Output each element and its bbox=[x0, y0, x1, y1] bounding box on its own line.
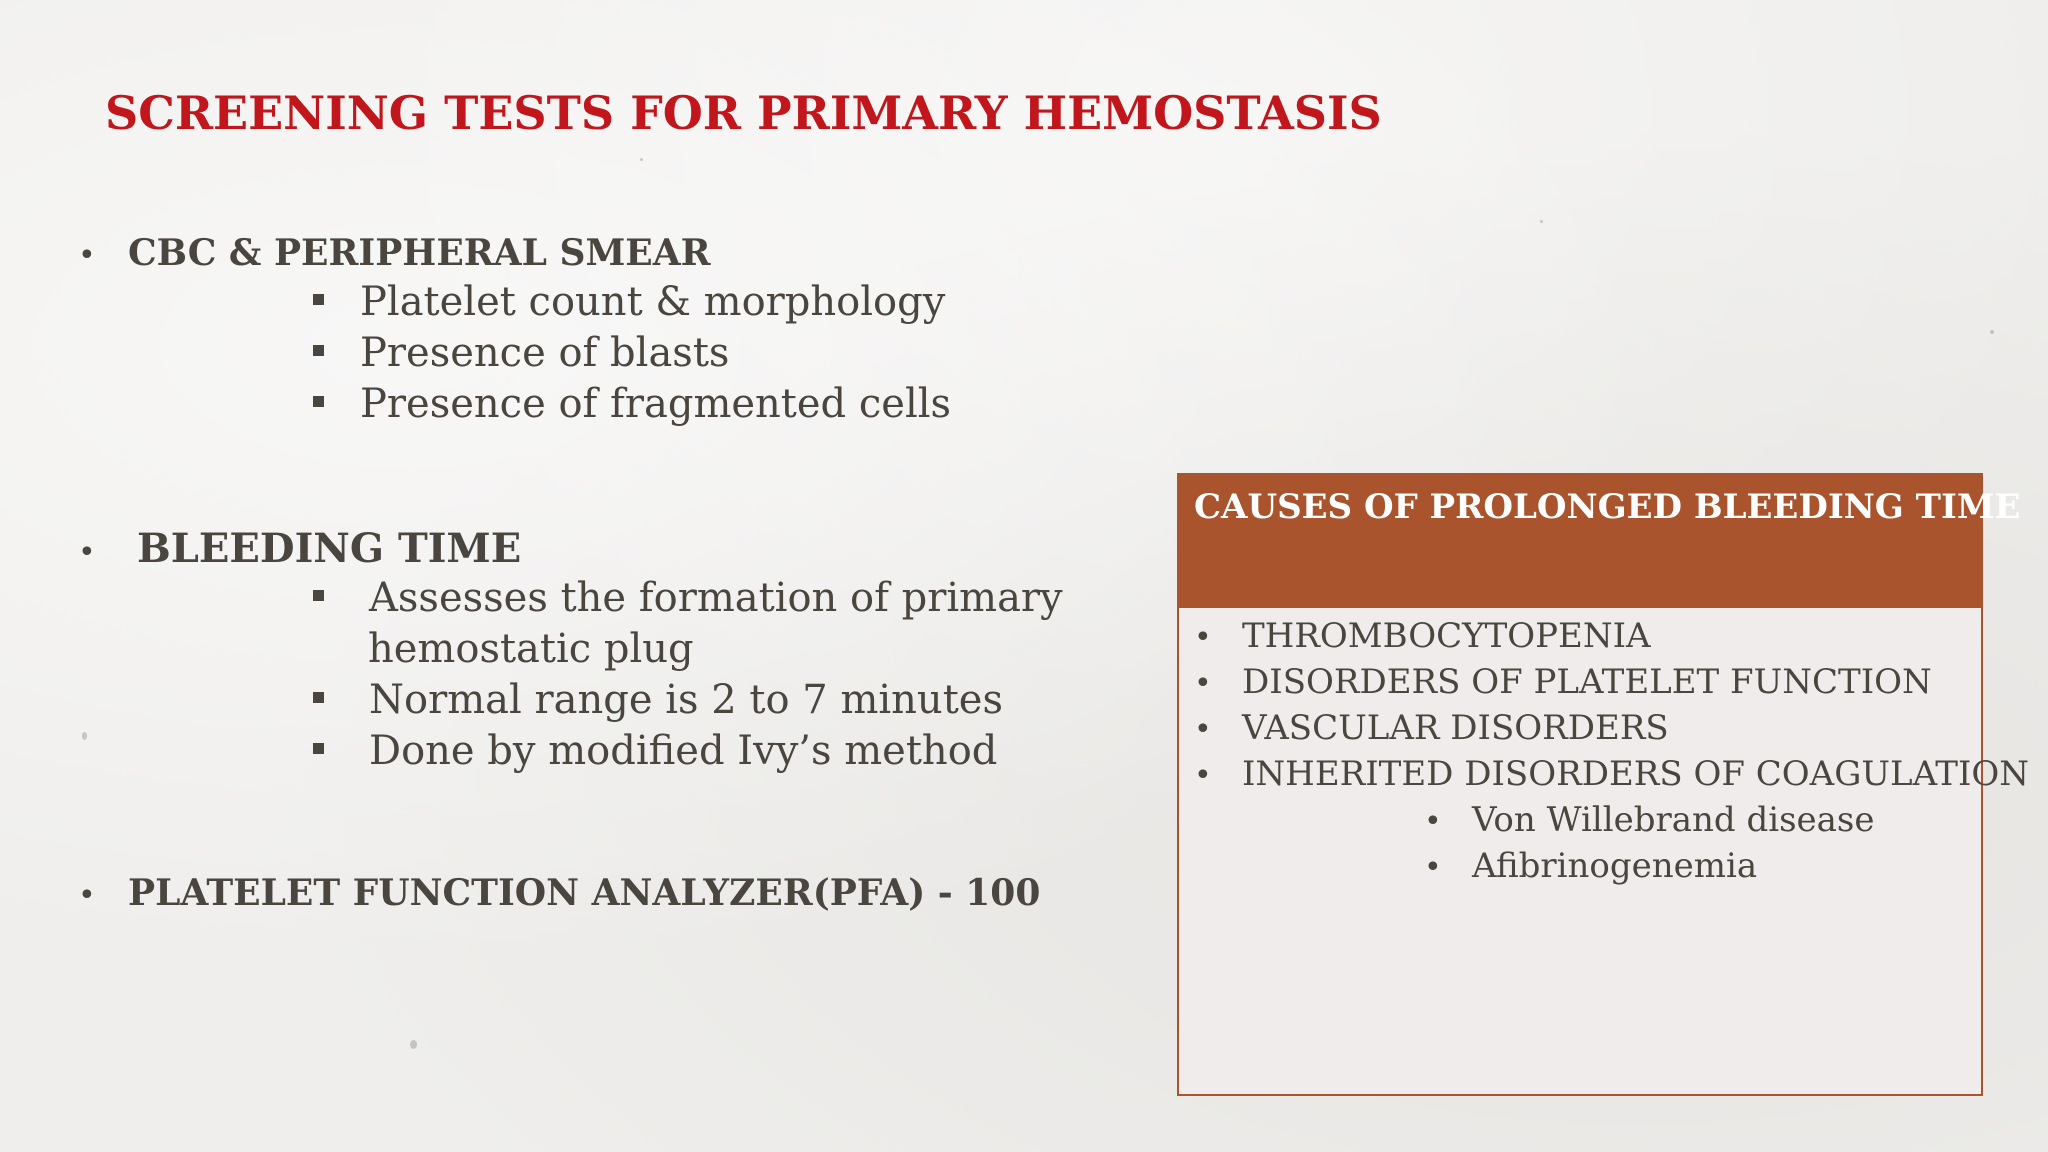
bullet-dot: • bbox=[78, 238, 96, 273]
paper-speck bbox=[1540, 220, 1543, 223]
bleeding-item-assesses bbox=[313, 575, 1063, 621]
cause-item-platelet-function bbox=[1194, 662, 1932, 702]
list-item-text: Done by modified Ivy’s method bbox=[369, 728, 998, 774]
bullet-dot: • bbox=[1194, 620, 1212, 655]
cbc-item-fragmented-cells bbox=[313, 381, 951, 427]
paper-speck bbox=[1990, 330, 1994, 334]
causes-box bbox=[1177, 473, 2030, 1096]
cause-item-inherited-coagulation bbox=[1194, 754, 2029, 794]
causes-header bbox=[1179, 475, 2021, 608]
cause-item-text: THROMBOCYTOPENIA bbox=[1242, 616, 1651, 656]
cause-subitem-text: Afibrinogenemia bbox=[1472, 846, 1758, 886]
square-bullet bbox=[313, 743, 324, 754]
list-item-text: Presence of fragmented cells bbox=[360, 381, 952, 427]
section-heading-text: CBC & PERIPHERAL SMEAR bbox=[128, 232, 711, 274]
bullet-dot: • bbox=[78, 535, 96, 570]
square-bullet bbox=[313, 345, 324, 356]
cause-subitem-afibrinogenemia bbox=[1424, 846, 1757, 886]
section-bleeding-time-heading bbox=[78, 525, 521, 572]
square-bullet bbox=[313, 692, 324, 703]
list-item-text: Presence of blasts bbox=[360, 330, 730, 376]
section-heading-text: BLEEDING TIME bbox=[137, 525, 522, 572]
square-bullet bbox=[313, 590, 324, 601]
section-pfa-heading bbox=[78, 872, 1040, 914]
bullet-dot: • bbox=[1194, 712, 1212, 747]
list-item-text: Normal range is 2 to 7 minutes bbox=[369, 677, 1003, 723]
cause-subitem-text: Von Willebrand disease bbox=[1472, 800, 1875, 840]
slide-title: SCREENING TESTS FOR PRIMARY HEMOSTASIS bbox=[105, 86, 1382, 140]
paper-speck bbox=[82, 732, 87, 740]
bullet-dot: • bbox=[1424, 804, 1442, 839]
cbc-item-blasts bbox=[313, 330, 729, 376]
cause-item-thrombocytopenia bbox=[1194, 616, 1651, 656]
section-heading-text: PLATELET FUNCTION ANALYZER(PFA) - 100 bbox=[128, 872, 1041, 914]
bullet-dot: • bbox=[78, 878, 96, 913]
bleeding-item-ivy-method bbox=[313, 728, 997, 774]
cause-item-text: VASCULAR DISORDERS bbox=[1242, 708, 1669, 748]
cause-item-text: INHERITED DISORDERS OF COAGULATION bbox=[1242, 754, 2030, 794]
paper-speck bbox=[410, 1040, 417, 1049]
square-bullet bbox=[313, 294, 324, 305]
paper-speck bbox=[640, 158, 643, 161]
bullet-dot: • bbox=[1424, 850, 1442, 885]
bleeding-item-assesses-continued: hemostatic plug bbox=[368, 626, 694, 672]
bleeding-item-normal-range bbox=[313, 677, 1003, 723]
list-item-text: Assesses the formation of primary bbox=[369, 575, 1063, 621]
square-bullet bbox=[313, 396, 324, 407]
cbc-item-platelet-count bbox=[313, 279, 945, 325]
cause-subitem-von-willebrand bbox=[1424, 800, 1875, 840]
bullet-dot: • bbox=[1194, 666, 1212, 701]
cause-item-text: DISORDERS OF PLATELET FUNCTION bbox=[1242, 662, 1932, 702]
list-item-text: Platelet count & morphology bbox=[360, 279, 946, 325]
bullet-dot: • bbox=[1194, 758, 1212, 793]
causes-title: CAUSES OF PROLONGED BLEEDING TIME bbox=[1194, 487, 2021, 527]
cause-item-vascular bbox=[1194, 708, 1669, 748]
section-cbc-heading bbox=[78, 232, 711, 274]
